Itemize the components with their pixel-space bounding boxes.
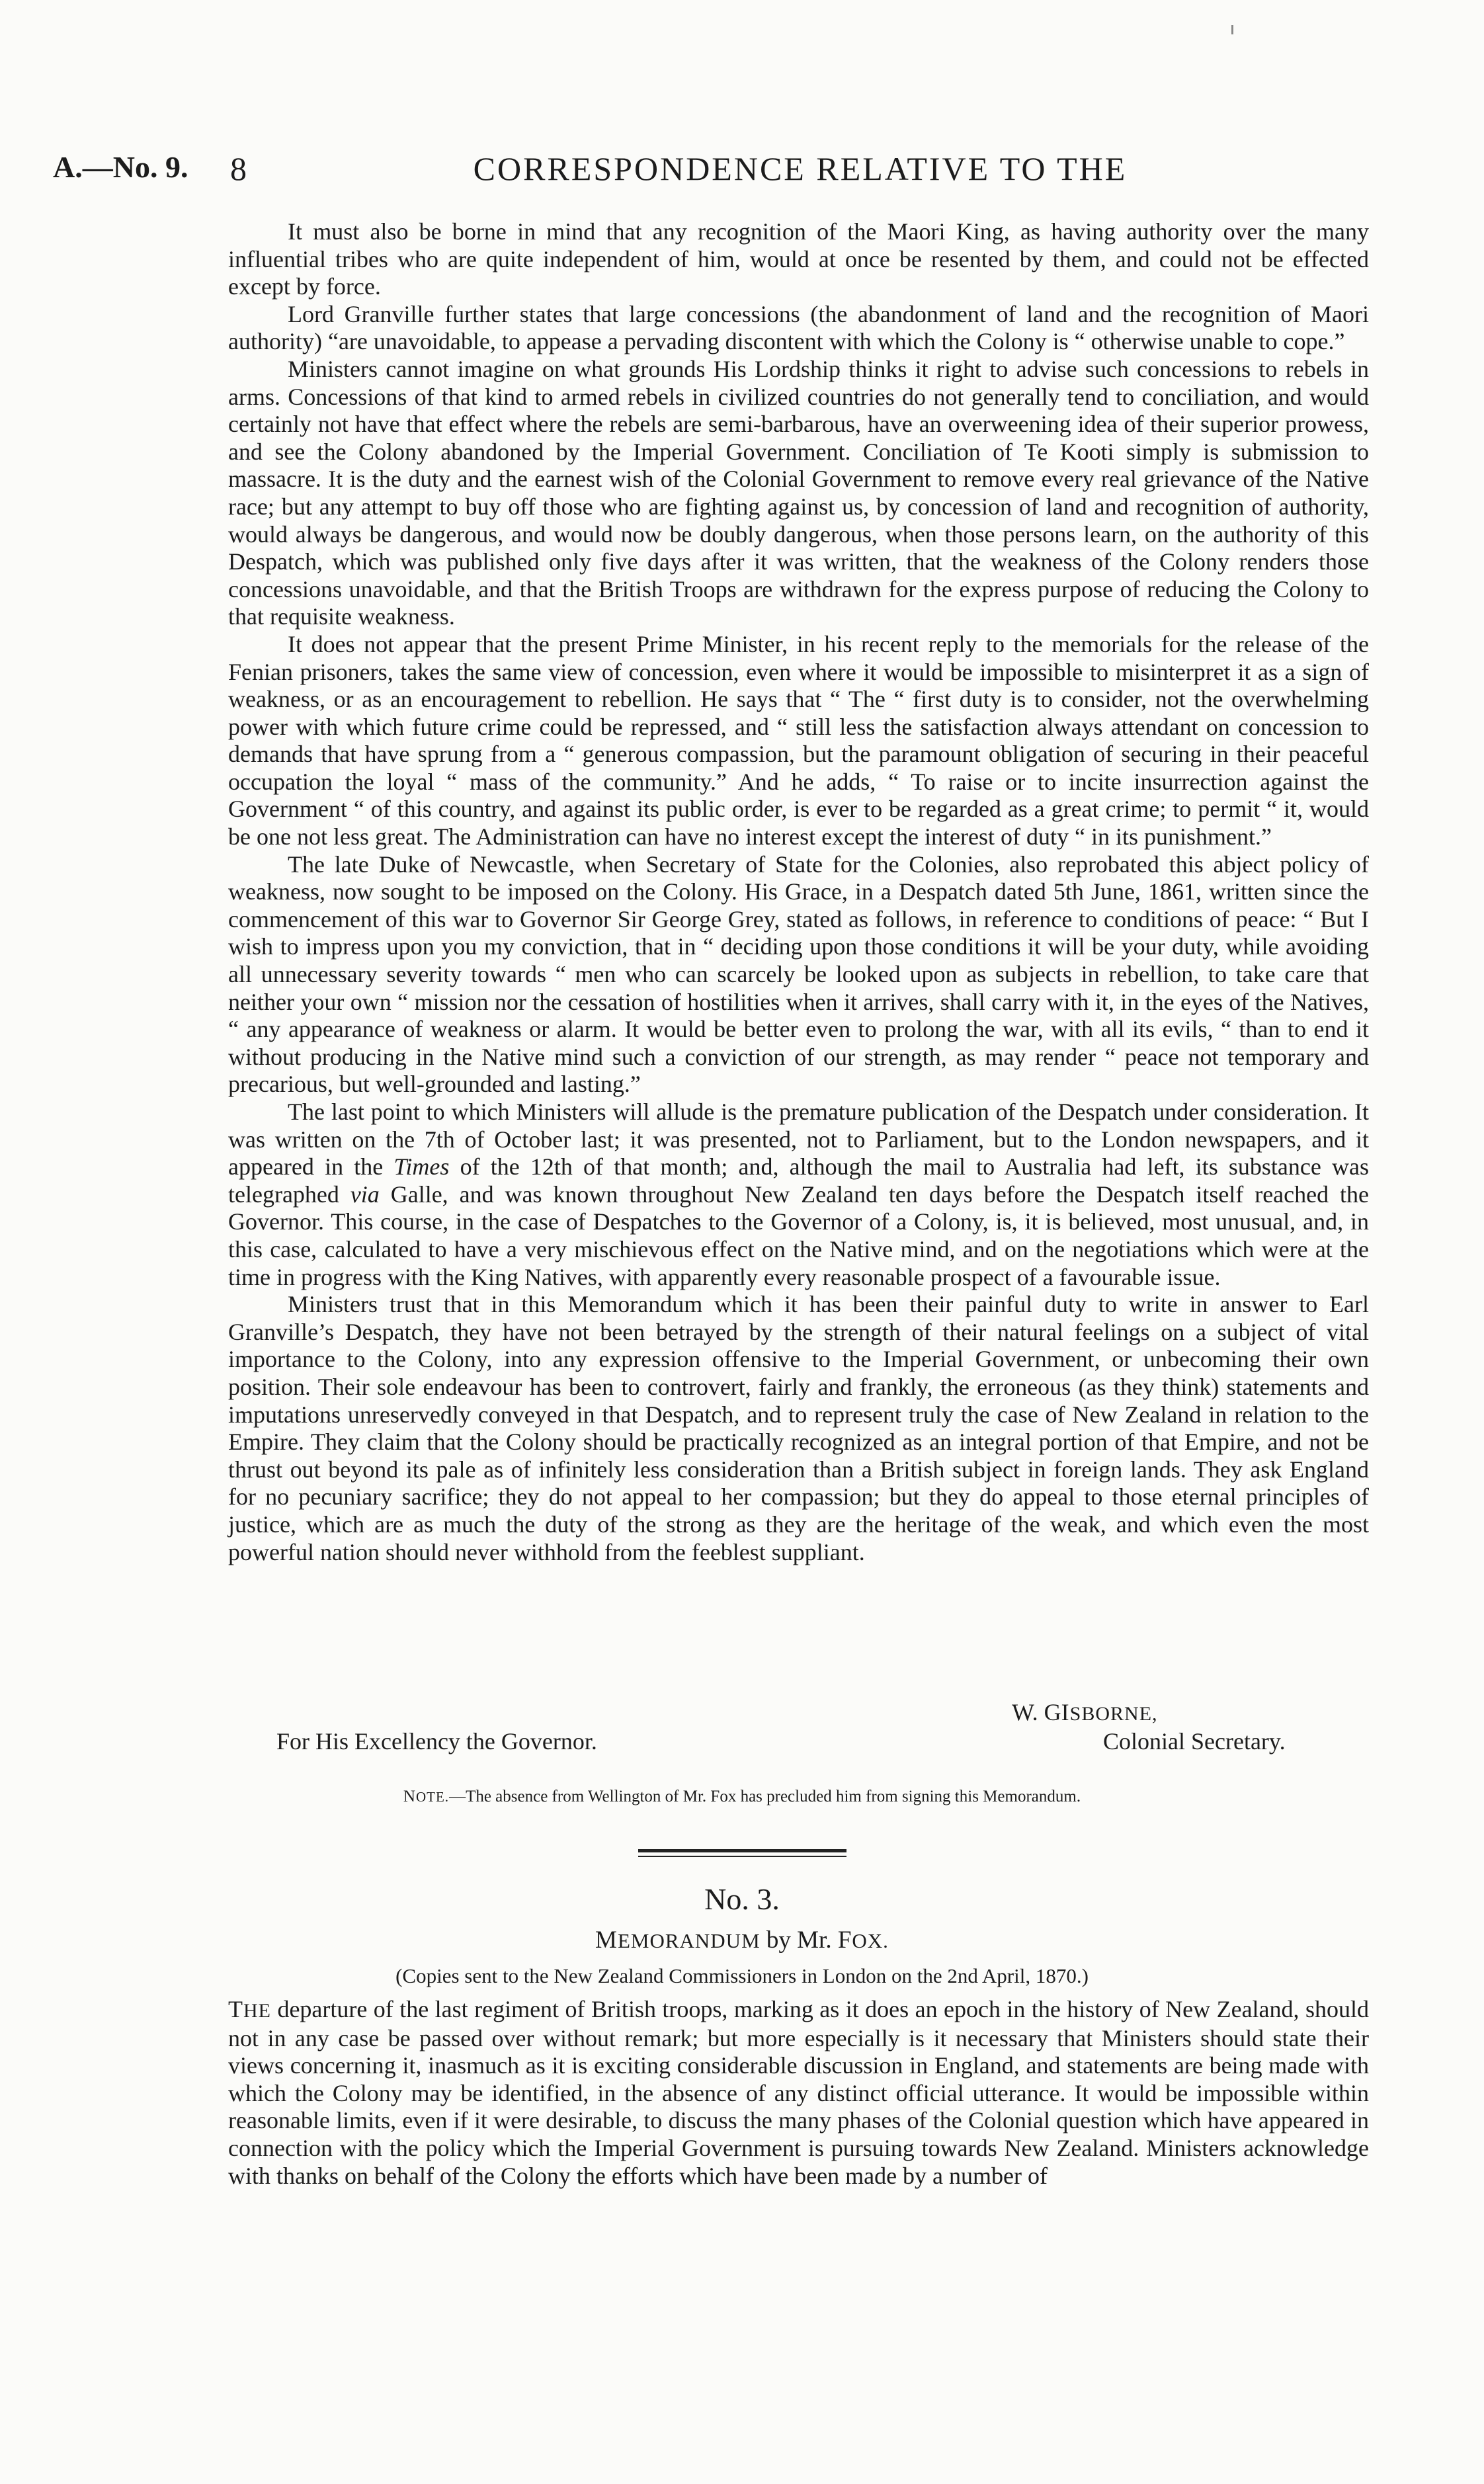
memo-by: by Mr. xyxy=(760,1926,838,1954)
note-label: NOTE. xyxy=(403,1788,450,1805)
memo-author: FOX. xyxy=(837,1926,889,1954)
paragraph-text: departure of the last regiment of British troops, marking as it does an epoch in the history of New Zealand, should not in any case be passed over without remark; but more especially is it necessary that Ministers should state their views concerning it, inasmuch as it is exciting considerable discussion in England, and statements are being made with which the Colony may be identified, in the absence of any distinct official utterance. It would be impossible within reasonable limits, even if it were desirable, to discuss the many phases of the Colonial question which have appeared in connection with the policy which the Imperial Government is pursuing towards New Zealand. Ministers acknowledge with thanks on behalf of the Colony the efforts which have been made by a number of xyxy=(228,1996,1369,2189)
signatory-title: Colonial Secretary. xyxy=(1103,1728,1286,1755)
memorandum-body xyxy=(228,218,1369,1566)
paragraph-last-point xyxy=(228,1098,1369,1291)
signature-name xyxy=(1012,1698,1158,1726)
section-number: No. 3. xyxy=(704,1882,780,1916)
text-segment: The last point to which Ministers will allude is the premature publication of the Despatch under consideration. It was written on the 7th of October last; it was presented, not to Parliament, but to the London newspapers, and it appeared in the xyxy=(228,1098,1369,1180)
paragraph-departure xyxy=(228,1996,1369,2190)
page-header xyxy=(53,149,1349,196)
section-divider xyxy=(638,1849,846,1852)
text-segment: of the 12th of that month; and, although the mail to Australia had left, its substance was telegraphed xyxy=(228,1153,1369,1208)
memorandum-fox-body xyxy=(228,1996,1369,2190)
section-heading xyxy=(0,1926,1484,1954)
signature-surname: ISBORNE, xyxy=(1061,1699,1158,1725)
page-number: 8 xyxy=(230,150,247,187)
document-reference: A.—No. 9. xyxy=(53,150,188,184)
scan-mark xyxy=(1231,25,1233,34)
paragraph-ministers: Ministers cannot imagine on what grounds His Lordship thinks it right to advise such concessions to rebels in arms. Concessions of that kind to armed rebels in civilized countries do not generally tend to conciliation, and would certainly not have that effect where the rebels are semi-barbarous, have an overweening idea of their superior prowess, and see the Colony abandoned by the Imperial Government. Conciliation of Te Kooti simply is submission to massacre. It is the duty and the earnest wish of the Colonial Government to remove every real grievance of the Native race; but any attempt to buy off those who are fighting against us, by concession of land and recognition of authority, would always be dangerous, and would now be doubly dangerous, when those persons learn, on the authority of this Despatch, which was published only five days after it was written, that the weakness of the Colony renders those concessions unavoidable, and that the British Troops are withdrawn for the express purpose of reducing the Colony to that requisite weakness. xyxy=(228,355,1369,630)
running-title: CORRESPONDENCE RELATIVE TO THE xyxy=(473,150,1128,187)
memo-label: MEMORANDUM xyxy=(595,1926,761,1954)
paragraph-concessions: Lord Granville further states that large concessions (the abandonment of land and the recognition of Maori authority) “are unavoidable, to appease a pervading discontent with which the Colony is “ otherwise unable to cope.” xyxy=(228,300,1369,355)
lead-word: THE xyxy=(228,1996,271,2022)
paragraph-newcastle: The late Duke of Newcastle, when Secretary of State for the Colonies, also reprobated this abject policy of weakness, now sought to be imposed on the Colony. His Grace, in a Despatch dated 5th June, 1861, written since the commencement of this war to Governor Sir George Grey, stated as follows, in reference to conditions of peace: “ But I wish to impress upon you my conviction, that in “ deciding upon those conditions it will be your duty, while avoiding all unnecessary severity towards “ men who can scarcely be looked upon as subjects in rebellion, to take care that neither your own “ mission nor the cessation of hostilities when it arrives, shall carry with it, in the eyes of the Natives, “ any appearance of weakness or alarm. It would be better even to prolong the war, with all its evils, “ than to end it without producing in the Native mind such a conviction of our strength, as may render “ peace not temporary and precarious, but well-grounded and lasting.” xyxy=(228,850,1369,1098)
paragraph-recognition: It must also be borne in mind that any recognition of the Maori King, as having authority over the many influential tribes who are quite independent of him, would at once be resented by them, and could not be effected except by force. xyxy=(228,218,1369,300)
note-text: —The absence from Wellington of Mr. Fox has precluded him from signing this Memorandum. xyxy=(449,1788,1081,1805)
addressee: For His Excellency the Governor. xyxy=(276,1728,597,1755)
italic-via: via xyxy=(350,1180,380,1208)
footnote xyxy=(0,1788,1484,1806)
italic-times: Times xyxy=(393,1153,450,1180)
section-subheading: (Copies sent to the New Zealand Commissioners in London on the 2nd April, 1870.) xyxy=(395,1964,1089,1987)
section-divider-thin xyxy=(638,1856,846,1857)
signature-initial: W. G xyxy=(1012,1699,1061,1725)
paragraph-closing: Ministers trust that in this Memorandum which it has been their painful duty to write in answer to Earl Granville’s Despatch, they have not been betrayed by the strength of their natural feelings on a subject of vital importance to the Colony, into any expression offensive to the Imperial Government, or unbecoming their own position. Their sole endeavour has been to controvert, fairly and frankly, the erroneous (as they think) statements and imputations unreservedly conveyed in that Despatch, and to represent truly the case of New Zealand in relation to the Empire. They claim that the Colony should be practically recognized as an integral portion of that Empire, and not be thrust out beyond its pale as of infinitely less consideration than a British subject in foreign lands. They ask England for no pecuniary sacrifice; they do not appeal to her compassion; but they do appeal to those eternal principles of justice, which are as much the duty of the strong as they are the heritage of the weak, and which even the most powerful nation should never withhold from the feeblest suppliant. xyxy=(228,1291,1369,1565)
text-segment: Galle, and was known throughout New Zealand ten days before the Despatch itself reached the Governor. This course, in the case of Despatches to the Governor of a Colony, is, it is believed, most unusual, and, in this case, calculated to have a very mischievous effect on the Native mind, and on the negotiations which were at the time in progress with the King Natives, with apparently every reasonable prospect of a favourable issue. xyxy=(228,1180,1370,1290)
paragraph-prime-minister: It does not appear that the present Prime Minister, in his recent reply to the memorials for the release of the Fenian prisoners, takes the same view of concession, even where it would be impossible to misinterpret it as a sign of weakness, or as an encouragement to rebellion. He says that “ The “ first duty is to consider, not the overwhelming power with which future crime could be repressed, and “ still less the satisfaction always attendant on concession to demands that have sprung from a “ generous compassion, but the paramount obligation of securing in their peaceful occupation the loyal “ mass of the community.” And he adds, “ To raise or to incite insurrection against the Government “ of this country, and against its public order, is ever to be regarded as a great crime; to permit “ it, would be one not less great. The Administration can have no interest except the interest of duty “ in its punishment.” xyxy=(228,630,1369,850)
